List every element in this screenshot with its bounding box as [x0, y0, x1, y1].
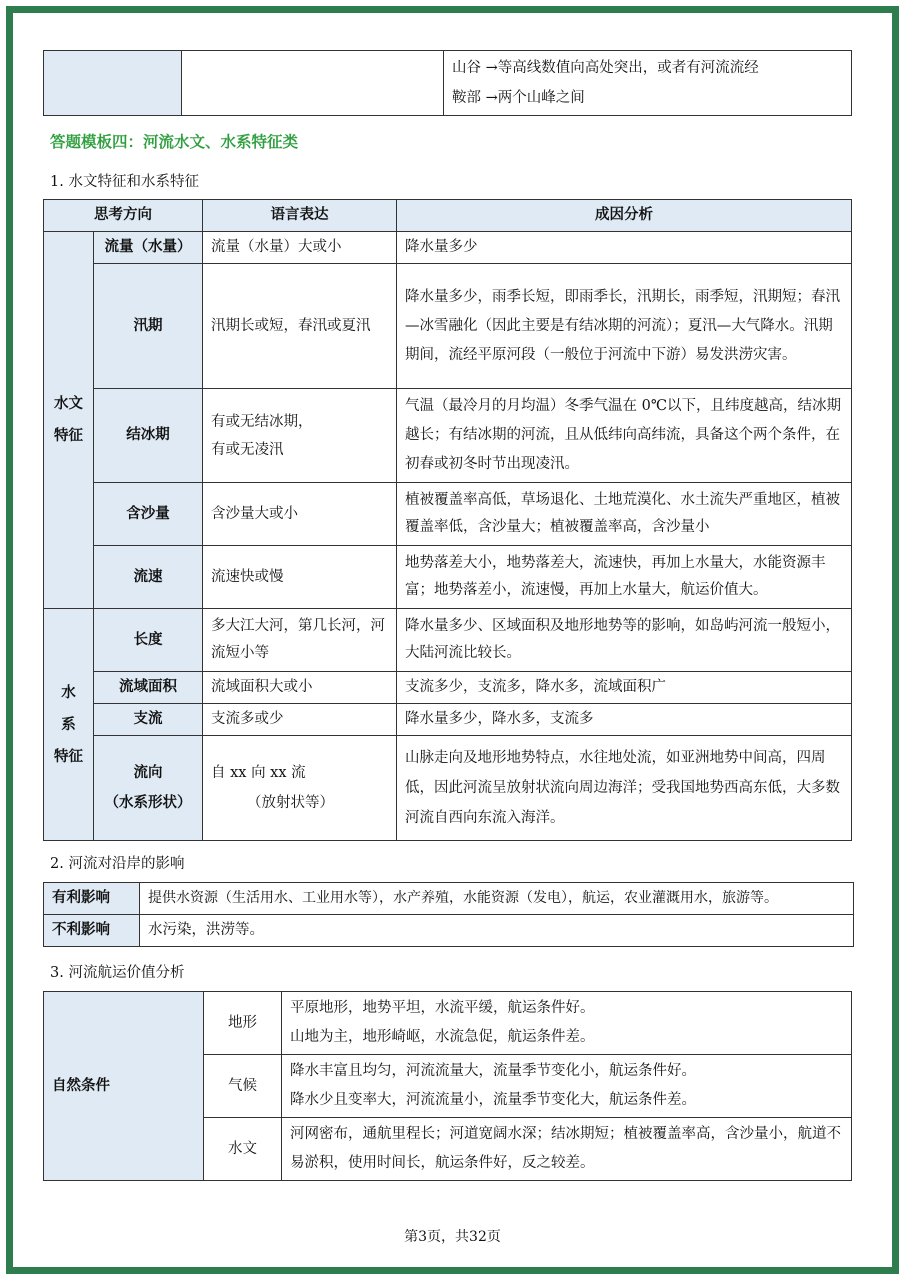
- factor-analysis: 平原地形，地势平坦，水流平缓，航运条件好。 山地为主，地形崎岖，水流急促，航运条件差。: [282, 992, 852, 1055]
- header-direction: 思考方向: [44, 200, 203, 232]
- aspect-cell: 长度: [94, 609, 203, 672]
- expression-cell: 有或无结冰期， 有或无凌汛: [203, 389, 397, 483]
- navigation-value-table: [43, 991, 852, 1181]
- aspect-cell: 含沙量: [94, 483, 203, 546]
- aspect-cell: 流速: [94, 546, 203, 609]
- river-system-group-label: 水 系 特征: [44, 609, 94, 841]
- saddle-line: 鞍部 →两个山峰之间: [452, 90, 585, 106]
- top-table-text-cell: [444, 51, 852, 116]
- expression-cell: 支流多或少: [203, 704, 397, 736]
- analysis-cell: 山脉走向及地形地势特点，水往地处流，如亚洲地势中间高，四周低，因此河流呈放射状流向周边海洋；受我国地势西高东低，大多数河流自西向东流入海洋。: [397, 736, 852, 841]
- factor-cell: 水文: [204, 1118, 282, 1181]
- river-impact-table: [43, 882, 854, 947]
- template-heading: 答题模板四：河流水文、水系特征类: [50, 133, 299, 151]
- analysis-cell: 降水量多少，雨季长短，即雨季长，汛期长，雨季短，汛期短；春汛—冰雪融化（因此主要是有结冰期的河流）；夏汛—大气降水。汛期期间，流经平原河段（一般位于河流中下游）易发洪涝灾害。: [397, 264, 852, 389]
- factor-analysis: 降水丰富且均匀，河流流量大，流量季节变化小，航运条件好。 降水少且变率大，河流流量小，流量季节变化大，航运条件差。: [282, 1055, 852, 1118]
- section2-title: 2. 河流对沿岸的影响: [50, 856, 185, 872]
- aspect-cell: 支流: [94, 704, 203, 736]
- section1-title: 1. 水文特征和水系特征: [50, 174, 199, 190]
- impact-text: 水污染，洪涝等。: [140, 915, 854, 947]
- expression-cell: 流域面积大或小: [203, 672, 397, 704]
- analysis-cell: 气温（最冷月的月均温）冬季气温在 0℃以下，且纬度越高，结冰期越长；有结冰期的河流，且从低纬向高纬流，具备这个两个条件，在初春或初冬时节出现凌汛。: [397, 389, 852, 483]
- analysis-cell: 支流多少，支流多，降水多，流域面积广: [397, 672, 852, 704]
- top-table: [43, 50, 852, 116]
- expression-cell: 流速快或慢: [203, 546, 397, 609]
- hydrology-group-label: 水文 特征: [44, 232, 94, 609]
- top-table-blank-cell: [44, 51, 182, 116]
- impact-label: 不利影响: [44, 915, 140, 947]
- analysis-cell: 降水量多少: [397, 232, 852, 264]
- analysis-cell: 植被覆盖率高低，草场退化、土地荒漠化、水土流失严重地区，植被覆盖率低，含沙量大；植被覆盖率高，含沙量小: [397, 483, 852, 546]
- header-analysis: 成因分析: [397, 200, 852, 232]
- hydro-features-table: [43, 199, 852, 841]
- analysis-cell: 地势落差大小，地势落差大，流速快，再加上水量大，水能资源丰富；地势落差小，流速慢，再加上水量大，航运价值大。: [397, 546, 852, 609]
- page-number: 第3页，共32页: [404, 1229, 501, 1245]
- expression-cell: 多大江大河，第几长河，河流短小等: [203, 609, 397, 672]
- expression-cell: 汛期长或短，春汛或夏汛: [203, 264, 397, 389]
- aspect-cell: 流域面积: [94, 672, 203, 704]
- impact-label: 有利影响: [44, 883, 140, 915]
- section3-title: 3. 河流航运价值分析: [50, 965, 185, 981]
- aspect-cell: 流向 （水系形状）: [94, 736, 203, 841]
- analysis-cell: 降水量多少，降水多，支流多: [397, 704, 852, 736]
- expression-cell: 流量（水量）大或小: [203, 232, 397, 264]
- factor-cell: 气候: [204, 1055, 282, 1118]
- aspect-cell: 汛期: [94, 264, 203, 389]
- aspect-cell: 流量（水量）: [94, 232, 203, 264]
- natural-conditions-label: 自然条件: [44, 992, 204, 1181]
- factor-analysis: 河网密布，通航里程长；河道宽阔水深；结冰期短；植被覆盖率高，含沙量小，航道不易淤积，使用时间长，航运条件好，反之较差。: [282, 1118, 852, 1181]
- factor-cell: 地形: [204, 992, 282, 1055]
- top-table-empty-cell: [182, 51, 444, 116]
- expression-cell: 含沙量大或小: [203, 483, 397, 546]
- analysis-cell: 降水量多少、区域面积及地形地势等的影响，如岛屿河流一般短小，大陆河流比较长。: [397, 609, 852, 672]
- impact-text: 提供水资源（生活用水、工业用水等），水产养殖，水能资源（发电），航运，农业灌溉用水，旅游等。: [140, 883, 854, 915]
- valley-line: 山谷 →等高线数值向高处突出，或者有河流流经: [452, 60, 759, 76]
- aspect-cell: 结冰期: [94, 389, 203, 483]
- expression-cell: 自 xx 向 xx 流 （放射状等）: [203, 736, 397, 841]
- header-expression: 语言表达: [203, 200, 397, 232]
